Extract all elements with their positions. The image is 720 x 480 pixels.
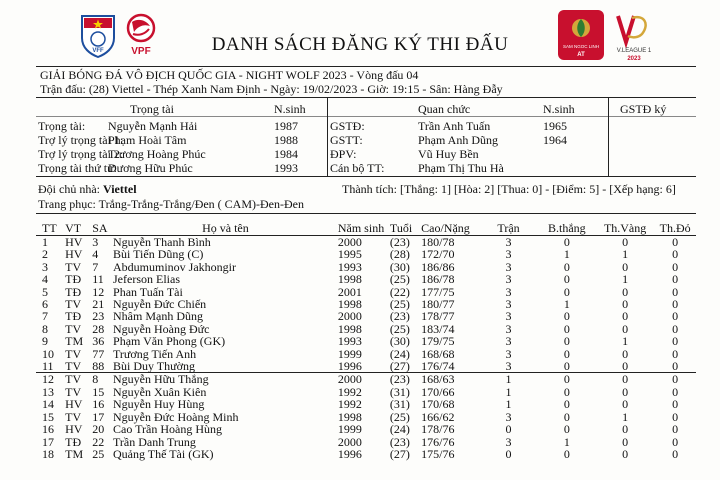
player-tt: 8 <box>42 321 48 336</box>
player-number: 25 <box>92 446 105 461</box>
divider <box>36 213 696 214</box>
player-birth-year: 1998 <box>337 321 362 336</box>
vleague-text: V.LEAGUE 1 <box>616 48 652 54</box>
player-age: (25) <box>389 321 410 336</box>
player-name: Trần Danh Trung <box>113 434 196 449</box>
player-age: (27) <box>389 446 410 461</box>
player-yellow-cards: 0 <box>622 259 629 274</box>
player-goals: 0 <box>563 384 570 399</box>
player-red-cards: 0 <box>672 247 679 262</box>
referee-label: Trọng tài thứ tư: <box>38 161 117 175</box>
player-age: (25) <box>389 409 410 424</box>
player-number: 36 <box>92 334 105 349</box>
referee-name: Trương Hoàng Phúc <box>108 147 206 161</box>
table-row <box>36 335 696 347</box>
player-tt: 9 <box>42 334 48 349</box>
player-height-weight: 168/68 <box>421 346 455 361</box>
divider <box>36 66 696 67</box>
player-tt: 6 <box>42 297 48 312</box>
col-matches: Trận <box>497 221 520 235</box>
player-red-cards: 0 <box>672 321 679 336</box>
player-height-weight: 166/62 <box>421 409 455 424</box>
player-number: 15 <box>92 384 105 399</box>
match-line: Trận đấu: (28) Viettel - Thép Xanh Nam Định - Ngày: 19/02/2023 - Giờ: 19:15 - Sân: Hàng Đẫy <box>40 82 503 96</box>
official-name: Phạm Thị Thu Hà <box>418 161 504 175</box>
player-red-cards: 0 <box>672 284 679 299</box>
player-name: Cao Trần Hoàng Hùng <box>113 422 223 437</box>
col-goals: B.thắng <box>547 221 586 235</box>
official-label: GSTT: <box>330 133 363 147</box>
player-position: TV <box>65 409 82 424</box>
player-position: TV <box>65 359 82 374</box>
player-goals: 0 <box>563 359 570 374</box>
player-goals: 0 <box>563 309 570 324</box>
player-name: Nhâm Mạnh Dũng <box>113 309 204 324</box>
player-yellow-cards: 1 <box>622 334 629 349</box>
player-age: (30) <box>389 334 410 349</box>
player-name: Jeferson Elias <box>113 272 180 287</box>
divider <box>36 176 696 177</box>
player-birth-year: 1992 <box>337 397 362 412</box>
player-name: Nguyễn Thanh Bình <box>113 236 338 249</box>
player-age: (28) <box>389 247 410 262</box>
referee-year: 1988 <box>274 133 298 147</box>
official-name: Phạm Anh Dũng <box>418 133 499 147</box>
player-birth-year: 1995 <box>337 247 362 262</box>
table-row <box>36 360 696 373</box>
col-name: Họ và tên <box>202 221 249 235</box>
player-yellow-cards: 0 <box>622 321 629 336</box>
divider <box>608 97 609 176</box>
player-yellow-cards: 1 <box>622 409 629 424</box>
player-tt: 14 <box>42 397 54 412</box>
team-record: Thành tích: [Thắng: 1] [Hòa: 2] [Thua: 0] - [Điểm: 5] - [Xếp hạng: 6] <box>342 182 676 196</box>
player-goals: 0 <box>563 334 570 349</box>
player-number: 4 <box>92 247 99 262</box>
player-position: HV <box>65 247 83 262</box>
sign-header: GSTĐ ký <box>620 102 667 116</box>
table-row <box>36 373 696 386</box>
player-number: 21 <box>92 297 105 312</box>
player-red-cards: 0 <box>654 236 696 249</box>
player-age: (24) <box>389 422 410 437</box>
player-name: Phan Tuấn Tài <box>113 284 183 299</box>
player-matches: 1 <box>505 397 512 412</box>
player-age: (25) <box>389 297 410 312</box>
player-height-weight: 178/76 <box>421 422 455 437</box>
player-height-weight: 168/63 <box>421 373 479 386</box>
player-matches: 0 <box>505 446 512 461</box>
player-birth-year: 1996 <box>337 359 362 374</box>
player-height-weight: 172/70 <box>421 247 455 262</box>
player-tt: 10 <box>42 346 54 361</box>
player-matches: 3 <box>505 272 512 287</box>
table-row <box>36 398 696 410</box>
player-height-weight: 176/74 <box>421 359 455 374</box>
player-name: Bùi Tiến Dũng (C) <box>113 247 204 262</box>
col-tt: TT <box>42 221 57 235</box>
tournament-line: GIẢI BÓNG ĐÁ VÔ ĐỊCH QUỐC GIA - NIGHT WOLF 2023 - Vòng đấu 04 <box>40 68 419 82</box>
player-birth-year: 1996 <box>337 446 362 461</box>
player-age: (23) <box>389 434 410 449</box>
player-red-cards: 0 <box>672 359 679 374</box>
player-tt: 7 <box>42 309 48 324</box>
player-goals: 0 <box>563 397 570 412</box>
official-label: Cán bộ TT: <box>330 161 385 175</box>
player-tt: 12 <box>36 373 65 386</box>
player-age: (31) <box>389 384 410 399</box>
player-position: TĐ <box>65 272 82 287</box>
player-matches: 3 <box>479 236 537 249</box>
player-yellow-cards: 0 <box>596 236 654 249</box>
player-red-cards: 0 <box>672 397 679 412</box>
sponsor-text: SAM NGOC LINH <box>562 44 600 49</box>
player-matches: 0 <box>505 422 512 437</box>
player-position: TM <box>65 446 84 461</box>
player-yellow-cards: 0 <box>622 434 629 449</box>
player-age: (23) <box>390 373 421 386</box>
player-red-cards: 0 <box>672 434 679 449</box>
player-position: HV <box>65 422 83 437</box>
player-goals: 0 <box>563 346 570 361</box>
player-position: TM <box>65 334 84 349</box>
player-tt: 13 <box>42 384 54 399</box>
player-height-weight: 183/74 <box>421 321 455 336</box>
player-name: Quảng Thế Tài (GK) <box>113 446 214 461</box>
player-matches: 3 <box>505 259 512 274</box>
player-yellow-cards: 1 <box>622 272 629 287</box>
referee-year: 1993 <box>274 161 298 175</box>
player-matches: 3 <box>505 247 512 262</box>
player-number: 8 <box>92 373 113 386</box>
player-tt: 5 <box>42 284 48 299</box>
player-red-cards: 0 <box>672 384 679 399</box>
team-kit: Trang phục: Trắng-Trắng-Trắng/Đen ( CAM)-Đen-Đen <box>38 197 304 211</box>
svg-text:AT: AT <box>577 52 585 58</box>
table-header-row <box>36 221 696 236</box>
player-height-weight: 186/78 <box>421 272 455 287</box>
player-name: Nguyễn Đức Hoàng Minh <box>113 409 239 424</box>
player-birth-year: 1999 <box>337 346 362 361</box>
player-number: 23 <box>92 309 105 324</box>
player-red-cards: 0 <box>672 297 679 312</box>
player-age: (30) <box>389 259 410 274</box>
player-matches: 3 <box>505 346 512 361</box>
player-birth-year: 2000 <box>337 434 362 449</box>
player-number: 12 <box>92 284 105 299</box>
player-position: TĐ <box>65 309 82 324</box>
player-yellow-cards: 0 <box>622 309 629 324</box>
official-label: GSTĐ: <box>330 119 365 133</box>
player-tt: 15 <box>42 409 54 424</box>
player-goals: 0 <box>563 321 570 336</box>
player-matches: 1 <box>479 373 537 386</box>
player-position: TĐ <box>65 284 82 299</box>
player-tt: 11 <box>42 359 54 374</box>
player-tt: 18 <box>42 446 54 461</box>
player-tt: 16 <box>42 422 54 437</box>
referee-name: Nguyễn Mạnh Hải <box>108 119 198 133</box>
player-matches: 3 <box>505 409 512 424</box>
referee-header-birth: N.sinh <box>274 102 306 116</box>
referee-name: Dương Hữu Phúc <box>108 161 193 175</box>
player-red-cards: 0 <box>654 373 696 386</box>
player-position: TV <box>65 346 82 361</box>
player-birth-year: 1998 <box>337 297 362 312</box>
player-birth-year: 1992 <box>337 384 362 399</box>
official-header: Quan chức <box>418 102 471 116</box>
player-goals: 0 <box>563 272 570 287</box>
player-height-weight: 170/66 <box>421 384 455 399</box>
player-yellow-cards: 0 <box>622 297 629 312</box>
col-height-weight: Cao/Nặng <box>421 221 470 235</box>
player-red-cards: 0 <box>672 409 679 424</box>
player-age: (22) <box>389 284 410 299</box>
player-name: Nguyễn Huy Hùng <box>113 397 205 412</box>
vleague-year: 2023 <box>627 56 641 62</box>
player-yellow-cards: 0 <box>622 284 629 299</box>
player-name: Abdumuminov Jakhongir <box>113 259 237 274</box>
player-birth-year: 1998 <box>337 409 362 424</box>
player-number: 20 <box>92 422 105 437</box>
vpf-logo <box>124 12 158 58</box>
player-name: Nguyễn Hoàng Đức <box>113 321 210 336</box>
player-tt: 2 <box>42 247 48 262</box>
player-matches: 3 <box>505 434 512 449</box>
player-age: (31) <box>389 397 410 412</box>
referee-name: Phạm Hoài Tâm <box>108 133 187 147</box>
player-birth-year: 1993 <box>337 334 362 349</box>
player-birth-year: 2000 <box>338 373 390 386</box>
table-row <box>36 248 696 260</box>
players-table <box>36 221 696 460</box>
player-red-cards: 0 <box>672 259 679 274</box>
table-row <box>36 448 696 460</box>
referee-header-role: Trọng tài <box>130 102 174 116</box>
vff-logo <box>78 12 118 58</box>
player-age: (24) <box>389 346 410 361</box>
player-matches: 3 <box>505 321 512 336</box>
player-tt: 17 <box>42 434 54 449</box>
player-age: (27) <box>389 359 410 374</box>
player-number: 28 <box>92 321 105 336</box>
team-line <box>38 182 137 196</box>
player-position: TV <box>65 297 82 312</box>
player-red-cards: 0 <box>672 309 679 324</box>
player-number: 7 <box>92 259 99 274</box>
player-number: 16 <box>92 397 105 412</box>
player-goals: 0 <box>563 409 570 424</box>
referee-year: 1987 <box>274 119 298 133</box>
player-goals: 1 <box>563 434 570 449</box>
player-tt: 1 <box>36 236 65 249</box>
player-goals: 1 <box>563 297 570 312</box>
player-name: Nguyễn Hữu Thắng <box>113 373 338 386</box>
player-goals: 0 <box>563 284 570 299</box>
player-name: Nguyễn Xuân Kiên <box>113 384 207 399</box>
player-height-weight: 179/75 <box>421 334 455 349</box>
player-matches: 1 <box>505 384 512 399</box>
player-height-weight: 178/77 <box>421 309 455 324</box>
player-height-weight: 180/77 <box>421 297 455 312</box>
player-number: 88 <box>92 359 105 374</box>
divider <box>36 116 696 117</box>
official-name: Trần Anh Tuấn <box>418 119 491 133</box>
player-height-weight: 180/78 <box>421 236 479 249</box>
player-name: Bùi Duy Thường <box>113 359 195 374</box>
page-title: DANH SÁCH ĐĂNG KÝ THI ĐẤU <box>211 34 509 55</box>
vpf-logo-text: VPF <box>131 46 151 57</box>
table-row <box>36 423 696 435</box>
player-age: (25) <box>389 272 410 287</box>
player-position: HV <box>65 397 83 412</box>
player-number: 11 <box>92 272 104 287</box>
player-age: (23) <box>389 309 410 324</box>
player-tt: 3 <box>42 259 48 274</box>
player-position: TĐ <box>65 434 82 449</box>
player-goals: 0 <box>538 373 596 386</box>
player-goals: 0 <box>563 259 570 274</box>
col-red: Th.Đỏ <box>659 221 691 235</box>
player-red-cards: 0 <box>672 446 679 461</box>
player-number: 22 <box>92 434 105 449</box>
col-yellow: Th.Vàng <box>603 221 647 235</box>
referee-label: Trợ lý trọng tài 1: <box>38 133 124 147</box>
player-number: 17 <box>92 409 105 424</box>
referee-year: 1984 <box>274 147 298 161</box>
player-goals: 0 <box>563 446 570 461</box>
player-matches: 3 <box>505 284 512 299</box>
col-age: Tuổi <box>389 221 413 235</box>
player-position: TV <box>65 321 82 336</box>
col-sa: SA <box>92 221 108 235</box>
player-birth-year: 1999 <box>337 422 362 437</box>
player-position: TV <box>65 384 82 399</box>
player-red-cards: 0 <box>672 422 679 437</box>
referee-label: Trọng tài: <box>38 119 86 133</box>
official-name: Vũ Huy Bền <box>418 147 479 161</box>
official-year: 1964 <box>543 133 567 147</box>
referee-label: Trợ lý trọng tài 2: <box>38 147 124 161</box>
player-red-cards: 0 <box>672 346 679 361</box>
player-yellow-cards: 0 <box>622 446 629 461</box>
player-position: HV <box>65 236 92 249</box>
player-yellow-cards: 0 <box>622 346 629 361</box>
player-tt: 4 <box>42 272 48 287</box>
player-name: Phạm Văn Phong (GK) <box>113 334 226 349</box>
player-yellow-cards: 1 <box>622 247 629 262</box>
player-birth-year: 1998 <box>337 272 362 287</box>
player-yellow-cards: 0 <box>622 422 629 437</box>
table-row <box>36 273 696 285</box>
player-yellow-cards: 0 <box>622 384 629 399</box>
player-height-weight: 186/86 <box>421 259 455 274</box>
player-matches: 3 <box>505 309 512 324</box>
player-age: (23) <box>390 236 421 249</box>
player-height-weight: 175/76 <box>421 446 455 461</box>
team-label: Đội chủ nhà: <box>38 182 100 196</box>
player-yellow-cards: 0 <box>622 397 629 412</box>
official-header-birth: N.sinh <box>543 102 575 116</box>
player-yellow-cards: 0 <box>596 373 654 386</box>
player-number: 3 <box>92 236 113 249</box>
official-year: 1965 <box>543 119 567 133</box>
player-matches: 3 <box>505 359 512 374</box>
table-row <box>36 310 696 322</box>
vff-logo-text: VFF <box>92 48 104 54</box>
player-birth-year: 2000 <box>338 236 390 249</box>
team-name: Viettel <box>103 182 137 196</box>
vleague-logo <box>558 10 662 62</box>
player-birth-year: 1993 <box>337 259 362 274</box>
player-height-weight: 177/75 <box>421 284 455 299</box>
player-goals: 1 <box>563 247 570 262</box>
player-red-cards: 0 <box>672 334 679 349</box>
player-height-weight: 176/76 <box>421 434 455 449</box>
player-matches: 3 <box>505 334 512 349</box>
player-birth-year: 2000 <box>337 309 362 324</box>
player-position: TV <box>65 373 92 386</box>
player-goals: 0 <box>563 422 570 437</box>
player-height-weight: 170/68 <box>421 397 455 412</box>
player-number: 77 <box>92 346 105 361</box>
divider <box>36 97 696 98</box>
divider <box>327 97 328 176</box>
player-name: Trương Tiến Anh <box>113 346 197 361</box>
player-goals: 0 <box>538 236 596 249</box>
player-name: Nguyễn Đức Chiến <box>113 297 207 312</box>
player-position: TV <box>65 259 82 274</box>
player-red-cards: 0 <box>672 272 679 287</box>
col-vt: VT <box>65 221 82 235</box>
official-label: ĐPV: <box>330 147 357 161</box>
player-yellow-cards: 0 <box>622 359 629 374</box>
player-birth-year: 2001 <box>337 284 362 299</box>
col-birth: Năm sinh <box>337 221 385 235</box>
player-matches: 3 <box>505 297 512 312</box>
